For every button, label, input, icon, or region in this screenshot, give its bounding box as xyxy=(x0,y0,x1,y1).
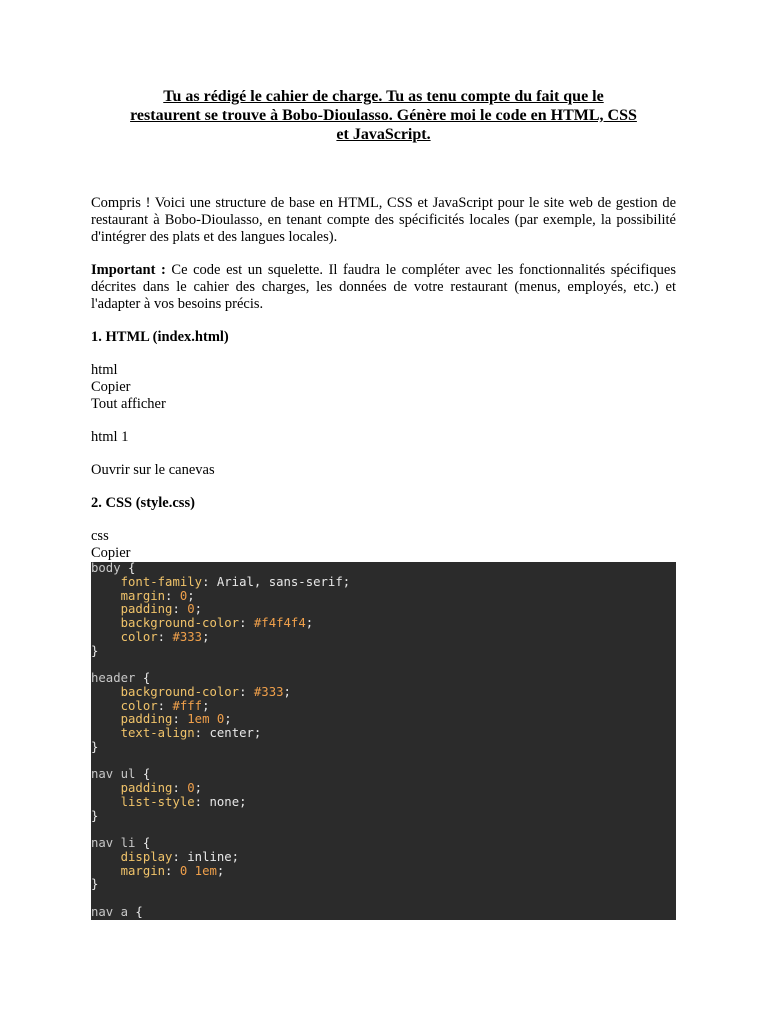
code-line xyxy=(91,590,676,604)
code-token: nav a xyxy=(91,904,129,919)
code-line xyxy=(91,700,676,714)
open-canvas-link[interactable]: Ouvrir sur le canevas xyxy=(91,462,215,478)
code-token: : xyxy=(157,629,173,644)
code-language-label: html xyxy=(91,362,118,378)
code-token: } xyxy=(91,877,99,892)
code-token xyxy=(91,685,121,699)
code-token: : xyxy=(239,616,254,630)
code-line xyxy=(91,782,676,796)
code-token: margin xyxy=(120,863,166,878)
code-token xyxy=(91,630,121,644)
code-token: : xyxy=(165,863,180,878)
code-token: nav ul xyxy=(91,767,136,782)
code-token: : xyxy=(172,712,188,727)
code-token: } xyxy=(91,808,99,823)
code-line xyxy=(91,645,676,659)
code-line xyxy=(91,727,676,741)
title-line: et JavaScript. xyxy=(336,126,431,143)
code-token xyxy=(91,795,121,809)
code-token: : Arial, sans-serif; xyxy=(202,574,351,589)
code-line xyxy=(91,837,676,851)
code-line xyxy=(91,796,676,810)
code-token: ; xyxy=(202,629,210,644)
code-line xyxy=(91,741,676,755)
show-all-link[interactable]: Tout afficher xyxy=(91,396,166,412)
code-token: background-color xyxy=(120,616,240,630)
code-line xyxy=(91,865,676,879)
code-token: : xyxy=(172,781,188,795)
code-token: body xyxy=(91,562,121,575)
code-token xyxy=(91,589,121,603)
code-token: { xyxy=(135,836,151,850)
code-token: header xyxy=(91,671,136,685)
code-line xyxy=(91,672,676,686)
document-page xyxy=(91,87,676,920)
code-token xyxy=(91,781,121,795)
code-token: padding xyxy=(120,602,173,617)
code-token: : center; xyxy=(194,726,262,740)
code-token: ; xyxy=(202,698,210,713)
code-token: : xyxy=(172,602,188,617)
code-line xyxy=(91,686,676,700)
code-token: nav li xyxy=(91,836,136,850)
code-token: list-style xyxy=(120,794,195,809)
code-line xyxy=(91,851,676,865)
code-token: { xyxy=(135,671,151,685)
code-token xyxy=(91,712,121,726)
code-token: 0 1em xyxy=(179,863,217,878)
important-text: Ce code est un squelette. Il faudra le compléter avec les fonctionnalités spécifiques décrites dans le cahier des charges, les données de votre restaurant (menus, employés, etc.) et l'adapter à vos besoins précis. xyxy=(91,262,676,312)
code-line xyxy=(91,823,676,837)
code-line xyxy=(91,755,676,769)
title-line: restaurent se trouve à Bobo-Dioulasso. Génère moi le code en HTML, CSS xyxy=(130,107,637,124)
document-title xyxy=(91,87,676,144)
code-line xyxy=(91,658,676,672)
code-token xyxy=(91,864,121,878)
code-token: : inline; xyxy=(172,849,240,864)
code-line xyxy=(91,906,676,920)
code-token: #333 xyxy=(172,629,203,644)
code-token: : xyxy=(157,698,173,713)
code-token: padding xyxy=(120,712,173,727)
code-line xyxy=(91,617,676,631)
code-token: } xyxy=(91,643,99,658)
code-token: font-family xyxy=(120,574,203,589)
code-line xyxy=(91,892,676,906)
code-token: { xyxy=(135,767,151,782)
code-token: padding xyxy=(120,781,173,795)
code-token: 1em 0 xyxy=(187,712,225,727)
code-token: 0 xyxy=(187,602,195,617)
code-token: 0 xyxy=(179,588,188,603)
code-token: ; xyxy=(305,616,314,630)
code-token: ; xyxy=(194,781,203,795)
code-token xyxy=(91,850,121,864)
code-token xyxy=(91,616,121,630)
code-token: text-align xyxy=(120,726,195,740)
code-line xyxy=(91,603,676,617)
code-token: ; xyxy=(187,588,195,603)
important-paragraph xyxy=(91,262,676,313)
code-line xyxy=(91,878,676,892)
code-token: : xyxy=(239,684,254,699)
code-token: display xyxy=(120,849,173,864)
code-token: 0 xyxy=(187,781,195,795)
code-line xyxy=(91,810,676,824)
code-token: margin xyxy=(120,588,166,603)
intro-paragraph: Compris ! Voici une structure de base en HTML, CSS et JavaScript pour le site web de gestion de restaurant à Bobo-Dioulasso, en tenant compte des spécificités locales (par exemple, la possibilité d'intégrer des plats et des langues locales). xyxy=(91,195,676,245)
copy-link[interactable]: Copier xyxy=(91,545,131,561)
code-token: { xyxy=(128,904,143,919)
code-line xyxy=(91,576,676,590)
code-line xyxy=(91,713,676,727)
section-heading-css: 2. CSS (style.css) xyxy=(91,495,195,511)
code-token: #333 xyxy=(253,684,284,699)
code-token: } xyxy=(91,739,99,754)
code-token: color xyxy=(120,629,158,644)
code-token xyxy=(91,602,121,616)
code-token: : xyxy=(165,588,180,603)
code-token xyxy=(91,726,121,740)
css-code-block xyxy=(91,562,676,920)
code-token: { xyxy=(120,562,136,575)
code-token: #fff xyxy=(172,698,203,713)
code-token xyxy=(91,575,121,589)
code-line xyxy=(91,631,676,645)
code-token xyxy=(91,699,121,713)
code-token: background-color xyxy=(120,684,240,699)
code-token: ; xyxy=(283,684,291,699)
code-token: #f4f4f4 xyxy=(253,616,306,630)
important-label: Important : xyxy=(91,262,166,278)
code-language-label: css xyxy=(91,528,109,544)
code-token: color xyxy=(120,698,158,713)
code-line xyxy=(91,768,676,782)
code-token: ; xyxy=(224,712,232,727)
code-token: ; xyxy=(194,602,203,617)
code-token: ; xyxy=(216,863,225,878)
file-label: html 1 xyxy=(91,429,129,445)
code-line xyxy=(91,562,676,576)
copy-link[interactable]: Copier xyxy=(91,379,131,395)
title-line: Tu as rédigé le cahier de charge. Tu as tenu compte du fait que le xyxy=(163,88,604,105)
code-token: : none; xyxy=(194,794,247,809)
section-heading-html: 1. HTML (index.html) xyxy=(91,329,229,345)
